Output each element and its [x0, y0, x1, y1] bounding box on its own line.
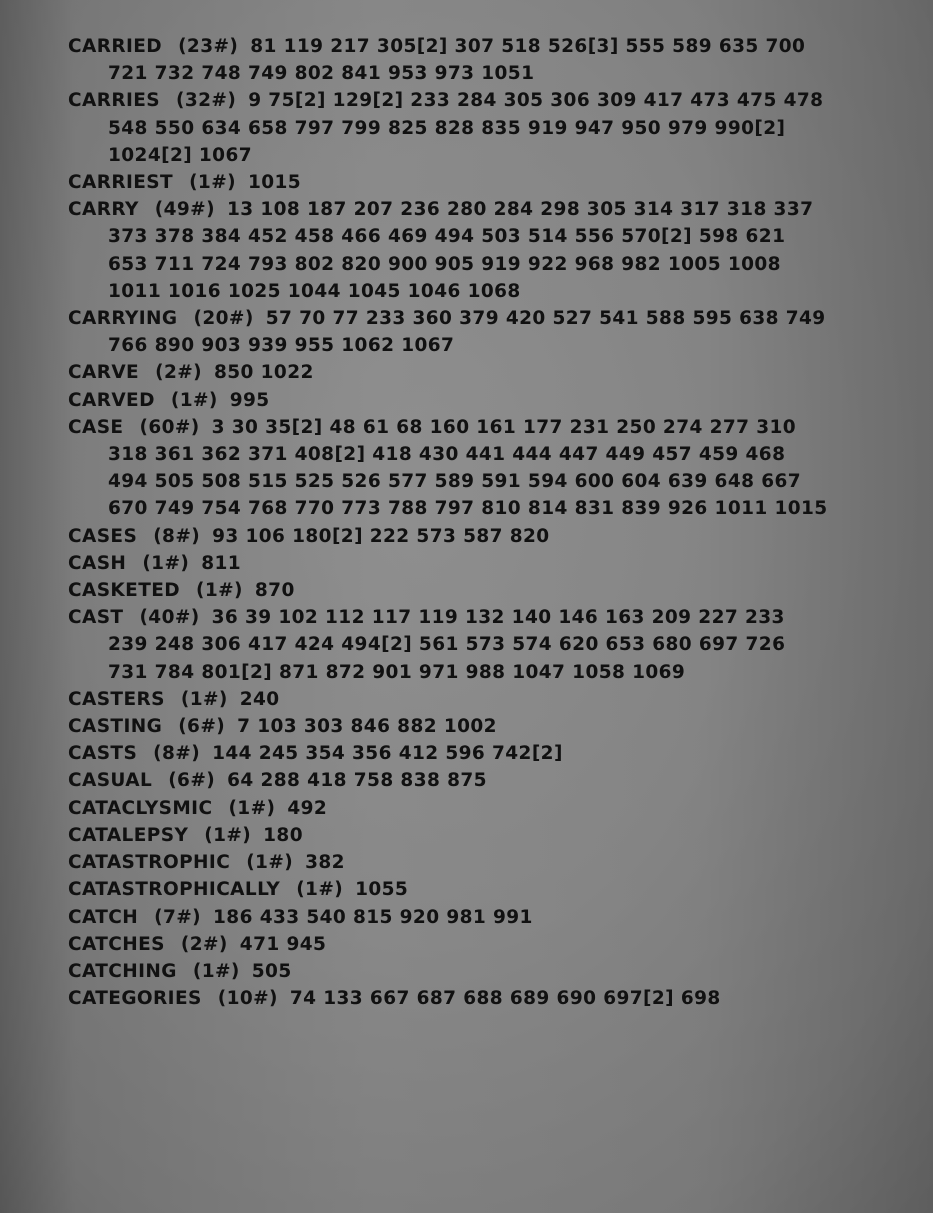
index-entry: [68, 169, 828, 196]
entry-refs: 81 119 217 305[2] 307 518 526[3] 555 589 635 700 721 732 748 749 802 841 953 973 1051: [108, 36, 806, 85]
index-entry: [68, 523, 828, 550]
entry-count: (2#): [180, 933, 228, 955]
entry-count: (1#): [228, 797, 276, 819]
index-entry: [68, 904, 828, 931]
entry-refs: 1015: [247, 172, 302, 194]
entry-count: (49#): [154, 199, 215, 221]
index-entry: [68, 713, 828, 740]
index-entry: [68, 822, 828, 849]
entry-refs: 57 70 77 233 360 379 420 527 541 588 595 638 749 766 890 903 939 955 1062 1067: [108, 308, 826, 357]
entry-term: CARRY: [68, 199, 139, 221]
index-entry: [68, 387, 828, 414]
entry-count: (1#): [180, 688, 228, 710]
entry-refs: 811: [201, 552, 242, 574]
entry-refs: 1055: [355, 879, 409, 901]
index-entry: [68, 414, 828, 523]
entry-count: (32#): [176, 90, 237, 112]
entry-term: CASTERS: [68, 688, 165, 710]
entry-count: (1#): [196, 580, 243, 602]
entry-term: CASES: [68, 525, 138, 547]
entry-count: (1#): [246, 852, 294, 874]
entry-refs: 471 945: [239, 933, 327, 955]
entry-refs: 74 133 667 687 688 689 690 697[2] 698: [289, 988, 721, 1010]
index-entry: [68, 33, 828, 87]
entry-refs: 64 288 418 758 838 875: [227, 770, 487, 792]
entry-refs: 505: [251, 960, 292, 982]
entry-count: (23#): [178, 36, 239, 57]
entry-refs: 93 106 180[2] 222 573 587 820: [212, 525, 550, 547]
entry-term: CATACLYSMIC: [68, 797, 213, 819]
index-entry: [68, 740, 828, 767]
entry-term: CASH: [68, 552, 127, 574]
entry-count: (6#): [168, 770, 216, 792]
entry-term: CARRYING: [68, 308, 178, 330]
entry-refs: 186 433 540 815 920 981 991: [213, 906, 533, 928]
entry-refs: 492: [287, 797, 328, 819]
entry-refs: 995: [229, 389, 270, 411]
index-entry: [68, 686, 828, 713]
entry-count: (60#): [139, 416, 200, 438]
index-entry: [68, 931, 828, 958]
entry-refs: 36 39 102 112 117 119 132 140 146 163 209 227 233 239 248 306 417 424 494[2] 561 573 574 620 653 680 697 726 731 784 801[2] 871 872 901 971 988 1047 1058 1069: [108, 607, 786, 683]
index-entry: [68, 849, 828, 876]
entry-refs: 9 75[2] 129[2] 233 284 305 306 309 417 473 475 478 548 550 634 658 797 799 825 828 835 919 947 950 979 990[2] 1024[2] 1067: [108, 90, 824, 166]
entry-count: (8#): [153, 743, 201, 765]
entry-count: (2#): [155, 362, 202, 384]
entry-refs: 870: [254, 580, 295, 602]
index-entry: [68, 359, 828, 386]
entry-refs: 850 1022: [214, 362, 314, 384]
entry-count: (1#): [170, 389, 218, 411]
entry-count: (1#): [296, 879, 344, 901]
entry-term: CASTS: [68, 743, 138, 765]
index-entry: [68, 196, 828, 305]
entry-count: (10#): [217, 988, 278, 1010]
index-entry: [68, 876, 828, 903]
entry-refs: 144 245 354 356 412 596 742[2]: [212, 743, 563, 765]
index-entry: [68, 795, 828, 822]
entry-term: CATASTROPHICALLY: [68, 879, 281, 901]
entry-term: CARRIES: [68, 90, 161, 112]
index-entry: [68, 604, 828, 686]
entry-count: (1#): [192, 960, 240, 982]
entry-term: CAST: [68, 607, 124, 629]
entry-refs: 240: [239, 688, 280, 710]
entry-refs: 7 103 303 846 882 1002: [237, 716, 497, 738]
index-entry: [68, 550, 828, 577]
entry-refs: 180: [263, 824, 303, 846]
index-entry: [68, 985, 828, 1012]
entry-term: CATCHES: [68, 933, 165, 955]
index-entry: [68, 958, 828, 985]
entry-term: CATCHING: [68, 960, 177, 982]
entry-count: (7#): [154, 906, 202, 928]
entry-term: CASTING: [68, 716, 163, 738]
entry-count: (40#): [139, 607, 200, 629]
entry-term: CASE: [68, 416, 124, 438]
index-entry: [68, 87, 828, 169]
entry-term: CATCH: [68, 906, 139, 928]
entry-count: (1#): [204, 824, 252, 846]
entry-term: CATASTROPHIC: [68, 852, 231, 874]
entry-refs: 382: [305, 852, 345, 874]
entry-term: CASKETED: [68, 580, 181, 602]
entry-term: CARVED: [68, 389, 155, 411]
entry-term: CASUAL: [68, 770, 153, 792]
entry-count: (8#): [153, 525, 201, 547]
entry-refs: 3 30 35[2] 48 61 68 160 161 177 231 250 274 277 310 318 361 362 371 408[2] 418 430 441 444 447 449 457 459 468 494 505 508 515 525 526 577 589 591 594 600 604 639 648 667 670 749 754 768 770 773 788 797 810 814 831 839 926 1011 1015: [108, 416, 828, 520]
index-entry: [68, 767, 828, 794]
entry-term: CARVE: [68, 362, 140, 384]
index-entry: [68, 305, 828, 359]
entry-count: (20#): [193, 308, 254, 330]
entry-count: (1#): [142, 552, 190, 574]
entry-refs: 13 108 187 207 236 280 284 298 305 314 317 318 337 373 378 384 452 458 466 469 494 503 514 556 570[2] 598 621 653 711 724 793 802 820 900 905 919 922 968 982 1005 1008 1011 1016 1025 1044 1045 1046 1068: [108, 199, 814, 302]
entry-term: CARRIED: [68, 36, 163, 57]
index-entry: [68, 577, 828, 604]
entry-count: (1#): [189, 172, 236, 194]
entry-term: CARRIEST: [68, 172, 174, 194]
entry-term: CATALEPSY: [68, 824, 189, 846]
entry-count: (6#): [178, 716, 226, 738]
entry-term: CATEGORIES: [68, 988, 202, 1010]
concordance-index: [68, 33, 828, 1012]
